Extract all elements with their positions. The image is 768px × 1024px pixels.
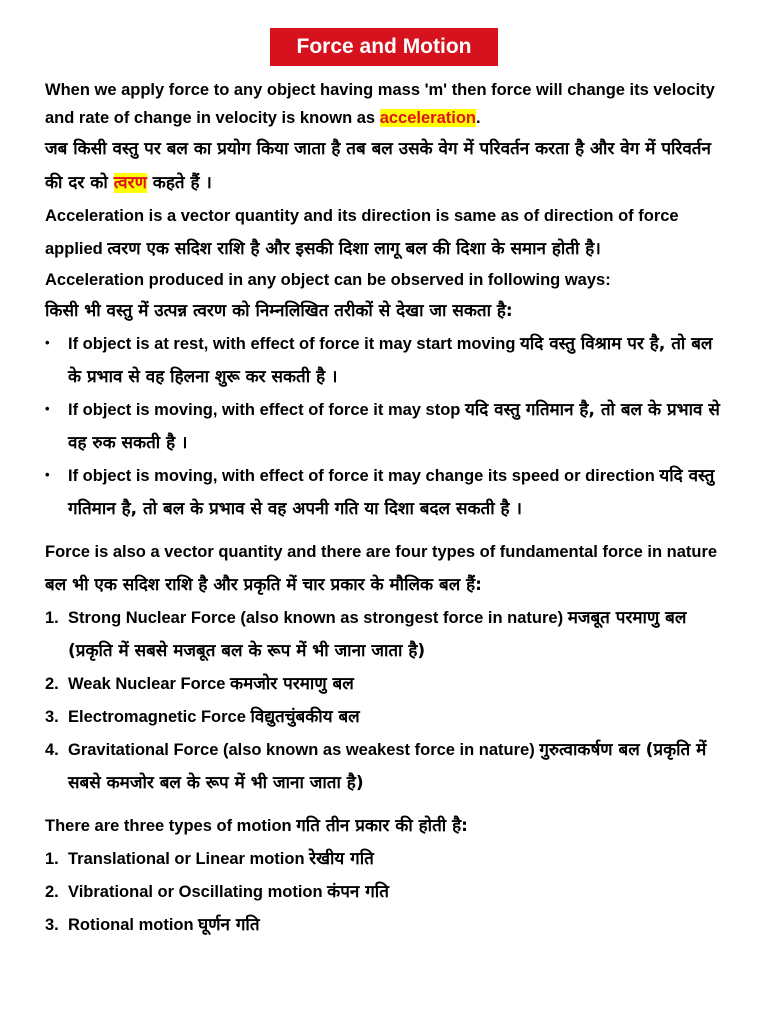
motion-english: Rotional motion [68, 916, 199, 934]
motion-intro-hindi: गति तीन प्रकार की होती है: [296, 816, 468, 836]
list-number: 1. [45, 850, 59, 868]
motion-hindi: घूर्णन गति [198, 915, 260, 935]
intro-english-text: When we apply force to any object having mass 'm' then force will change its velocity and rate of change in velocity is known as [45, 81, 715, 127]
list-number: 4. [45, 741, 59, 759]
list-number: 2. [45, 883, 59, 901]
force-english: Electromagnetic Force [68, 708, 251, 726]
forces-list [45, 602, 725, 800]
vector-hindi: त्वरण एक सदिश राशि है और इसकी दिशा लागू बल की दिशा के समान होती है। [107, 239, 601, 259]
acceleration-highlight: acceleration [379, 109, 476, 127]
motion-english: Translational or Linear motion [68, 850, 310, 868]
intro-hindi-end: कहते हैं । [146, 173, 212, 193]
effect-item-stop [45, 394, 725, 460]
effect-english: If object is moving, with effect of force it may change its speed or direction [68, 467, 660, 485]
motion-hindi: कंपन गति [327, 882, 389, 902]
forces-intro [45, 536, 725, 602]
effect-hindi: यदि वस्तु गतिमान है, तो बल के प्रभाव से वह अपनी गति या दिशा बदल सकती है । [68, 466, 715, 519]
motion-hindi: रेखीय गति [309, 849, 374, 869]
intro-english [45, 76, 725, 132]
force-hindi: मजबूत परमाणु बल (प्रकृति में सबसे मजबूत बल के रूप में भी जाना जाता है) [68, 608, 687, 661]
motion-english: Vibrational or Oscillating motion [68, 883, 328, 901]
force-english: Gravitational Force (also known as weakest force in nature) [68, 741, 540, 759]
effect-english: If object is moving, with effect of force it may stop [68, 401, 465, 419]
motions-list [45, 843, 725, 942]
tvaran-highlight: त्वरण [113, 173, 147, 193]
motion-item-vibrational [45, 876, 725, 909]
force-item-electromagnetic [45, 701, 725, 734]
motion-intro [45, 810, 725, 843]
force-hindi: विद्युतचुंबकीय बल [250, 707, 360, 727]
forces-intro-hindi: बल भी एक सदिश राशि है और प्रकृति में चार प्रकार के मौलिक बल हैं: [45, 575, 482, 595]
force-english: Weak Nuclear Force [68, 675, 231, 693]
list-number: 3. [45, 916, 59, 934]
motion-item-translational [45, 843, 725, 876]
document-body [45, 76, 725, 942]
force-item-weak-nuclear [45, 668, 725, 701]
vector-paragraph [45, 200, 725, 266]
effect-item-rest [45, 328, 725, 394]
page-title: Force and Motion [270, 28, 498, 66]
force-hindi: गुरुत्वाकर्षण बल (प्रकृति में सबसे कमजोर बल के रूप में भी जाना जाता है) [68, 740, 707, 793]
force-item-gravitational [45, 734, 725, 800]
list-number: 3. [45, 708, 59, 726]
observe-hindi: किसी भी वस्तु में उत्पन्न त्वरण को निम्नलिखित तरीकों से देखा जा सकता है: [45, 301, 513, 321]
forces-intro-english: Force is also a vector quantity and there are four types of fundamental force in nature [45, 543, 718, 561]
intro-hindi [45, 132, 725, 200]
list-number: 2. [45, 675, 59, 693]
list-number: 1. [45, 609, 59, 627]
effect-hindi: यदि वस्तु गतिमान है, तो बल के प्रभाव से वह रुक सकती है । [68, 400, 720, 453]
force-hindi: कमजोर परमाणु बल [230, 674, 354, 694]
effect-hindi: यदि वस्तु विश्राम पर है, तो बल के प्रभाव से वह हिलना शुरू कर सकती है । [68, 334, 713, 387]
vector-english: Acceleration is a vector quantity and its direction is same as of direction of force applied [45, 207, 679, 258]
force-english: Strong Nuclear Force (also known as strongest force in nature) [68, 609, 568, 627]
motion-intro-english: There are three types of motion [45, 817, 297, 835]
effect-english: If object is at rest, with effect of force it may start moving [68, 335, 521, 353]
intro-hindi-text: जब किसी वस्तु पर बल का प्रयोग किया जाता है तब बल उसके वेग में परिवर्तन करता है और वेग में परिवर्तन की दर को [45, 139, 711, 193]
intro-english-end: . [476, 109, 481, 127]
motion-item-rotational [45, 909, 725, 942]
force-item-strong-nuclear [45, 602, 725, 668]
effect-item-change [45, 460, 725, 526]
effects-list [45, 328, 725, 526]
observe-english: Acceleration produced in any object can be observed in following ways: [45, 271, 611, 289]
